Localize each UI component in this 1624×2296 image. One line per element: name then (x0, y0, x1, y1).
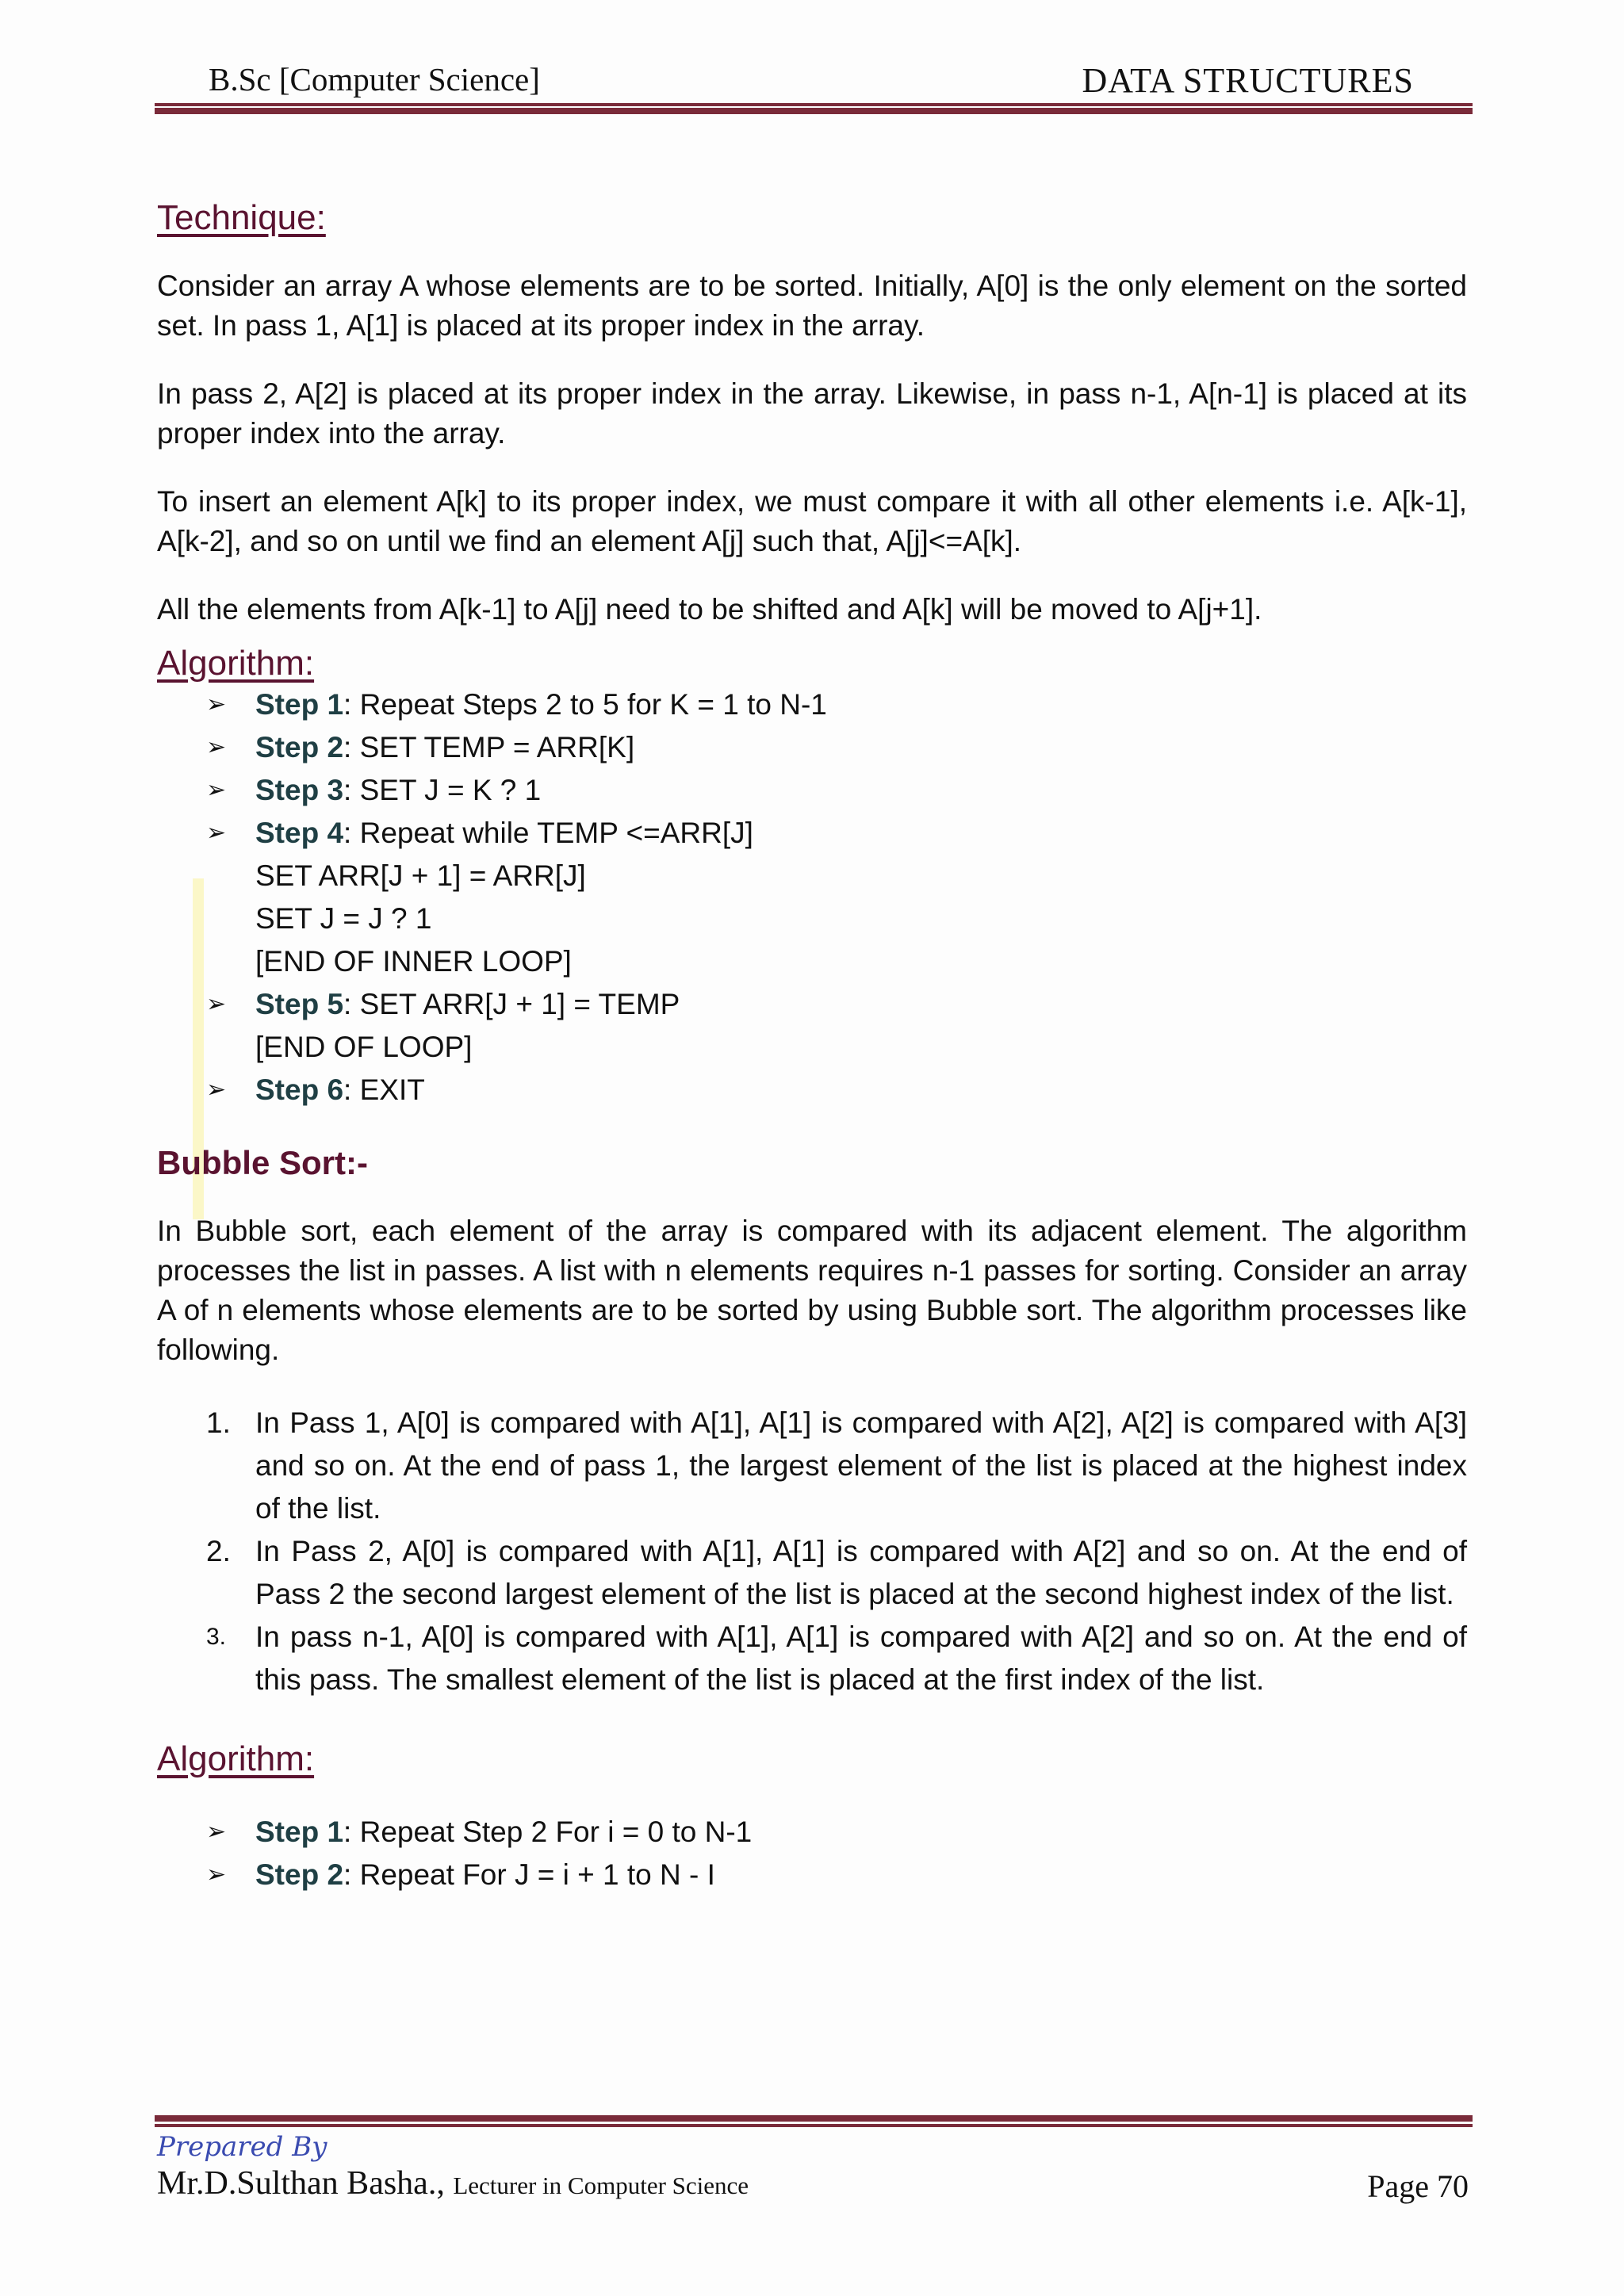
step-4-sub-1: SET ARR[J + 1] = ARR[J] (255, 859, 586, 892)
header-subject: DATA STRUCTURES (1082, 61, 1414, 100)
list-item: ➢ Step 3: SET J = K ? 1 (157, 769, 1467, 812)
page-number: Page 70 (1367, 2168, 1469, 2204)
technique-paragraph-2: In pass 2, A[2] is placed at its proper index in the array. Likewise, in pass n-1, A[n-1] is placed at its proper index into the array. (157, 377, 1467, 450)
prepared-by-label: Prepared By (157, 2131, 327, 2163)
list-item: ➢ Step 4: Repeat while TEMP <=ARR[J] (157, 812, 1467, 855)
list-item: ➢ Step 6: EXIT (157, 1069, 1467, 1112)
arrow-bullet-icon: ➢ (206, 1862, 227, 1888)
bubble-sort-intro: In Bubble sort, each element of the array is compared with its adjacent element. The algorithm processes the list in passes. A list with n elements requires n-1 passes for sorting. Consider an array A of n elements whose elements are to be sorted by using Bubble sort. The algorithm processes like following. (157, 1215, 1467, 1366)
technique-paragraph-1: Consider an array A whose elements are to be sorted. Initially, A[0] is the only element on the sorted set. In pass 1, A[1] is placed at its proper index in the array. (157, 270, 1467, 342)
algorithm-heading-2: Algorithm: (157, 1739, 315, 1778)
list-item: ➢ Step 1: Repeat Steps 2 to 5 for K = 1 to N-1 (157, 683, 1467, 726)
page-header (155, 54, 1471, 109)
technique-paragraph-3: To insert an element A[k] to its proper index, we must compare it with all other elements i.e. A[k-1], A[k-2], and so on until we find an element A[j] such that, A[j]<=A[k]. (157, 485, 1467, 557)
header-rule (155, 103, 1473, 106)
arrow-bullet-icon: ➢ (206, 734, 227, 760)
algorithm-heading-1: Algorithm: (157, 644, 315, 683)
list-item: 3. In pass n-1, A[0] is compared with A[1], A[1] is compared with A[2] and so on. At the end of this pass. The smallest element of the list is placed at the first index of the list. (206, 1621, 1467, 1696)
footer-author: Mr.D.Sulthan Basha., Lecturer in Computer Science (157, 2165, 749, 2202)
arrow-bullet-icon: ➢ (206, 1077, 227, 1103)
list-item: ➢ Step 5: SET ARR[J + 1] = TEMP (157, 983, 1467, 1026)
algorithm-1-steps (157, 683, 1467, 1112)
header-rule-thick (155, 108, 1473, 114)
arrow-bullet-icon: ➢ (206, 777, 227, 803)
bubble-pass-list (157, 1402, 1467, 1701)
footer-rule-thick (155, 2115, 1473, 2122)
arrow-bullet-icon: ➢ (206, 991, 227, 1017)
step-5-sub-1: [END OF LOOP] (255, 1031, 473, 1063)
header-course: B.Sc [Computer Science] (209, 61, 540, 98)
list-item: ➢ Step 2: SET TEMP = ARR[K] (157, 726, 1467, 769)
technique-paragraph-4: All the elements from A[k-1] to A[j] need to be shifted and A[k] will be moved to A[j+1]. (157, 593, 1262, 626)
footer-role: Lecturer in Computer Science (453, 2172, 749, 2199)
arrow-bullet-icon: ➢ (206, 691, 227, 718)
technique-heading: Technique: (157, 198, 326, 237)
arrow-bullet-icon: ➢ (206, 1819, 227, 1845)
list-item: 1. In Pass 1, A[0] is compared with A[1], A[1] is compared with A[2], A[2] is compared with A[3] and so on. At the end of pass 1, the largest element of the list is placed at the highest index of the list. (206, 1406, 1467, 1525)
list-item: 2. In Pass 2, A[0] is compared with A[1], A[1] is compared with A[2] and so on. At the end of Pass 2 the second largest element of the list is placed at the second highest index of the list. (206, 1535, 1467, 1610)
page-content (157, 190, 1467, 1896)
algorithm-2-steps (157, 1811, 1467, 1896)
list-item: ➢ Step 2: Repeat For J = i + 1 to N - I (157, 1854, 1467, 1896)
list-item: ➢ Step 1: Repeat Step 2 For i = 0 to N-1 (157, 1811, 1467, 1854)
step-4-sub-2: SET J = J ? 1 (255, 902, 432, 935)
step-4-sub-3: [END OF INNER LOOP] (255, 945, 572, 978)
bubble-sort-heading: Bubble Sort:- (157, 1144, 368, 1181)
footer-rule (155, 2124, 1473, 2127)
arrow-bullet-icon: ➢ (206, 820, 227, 846)
